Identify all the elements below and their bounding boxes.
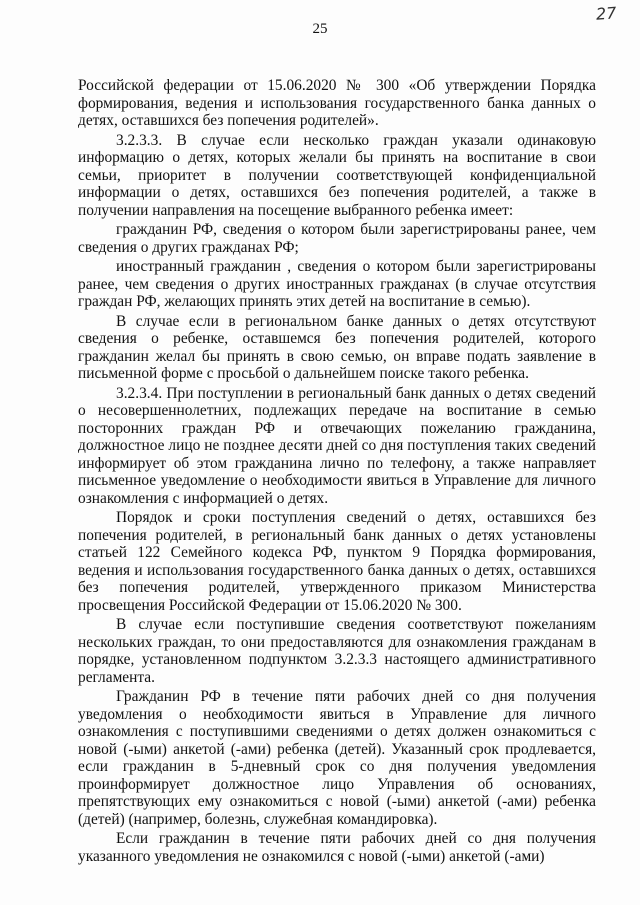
- paragraph-priority-rf-citizen: гражданин РФ, сведения о котором были зарегистрированы ранее, чем сведения о других гражданах РФ;: [78, 221, 596, 256]
- page-number: 25: [312, 21, 328, 37]
- paragraph-continuation: Российской федерации от 15.06.2020 № 300 «Об утверждении Порядка формирования, ведения и использования государственного банка данных о детях, оставшихся без попечения родителей».: [78, 77, 596, 129]
- handwritten-sheet-number: 27: [595, 3, 617, 24]
- paragraph-procedure-terms: Порядок и сроки поступления сведений о детях, оставшихся без попечения родителей, в региональный банк данных о детях установлены статьей 122 Семейного кодекса РФ, пунктом 9 Порядка формирования, ведения и использования государственного банка данных о детях, оставшихся без попечения родителей, утвержденного приказом Министерства просвещения Российской Федерации от 15.06.2020 № 300.: [78, 509, 596, 614]
- paragraph-five-days: Гражданин РФ в течение пяти рабочих дней со дня получения уведомления о необходимости явиться в Управление для личного ознакомления с поступившими сведениями о детях должен ознакомиться с новой (-ыми) анкетой (-ами) ребенка (детей). Указанный срок продлевается, если гражданин в 5-дневный срок со дня получения уведомления проинформирует должностное лицо Управления об основаниях, препятствующих ему ознакомиться с новой (-ыми) анкетой (-ами) ребенка (детей) (например, болезнь, служебная командировка).: [78, 688, 596, 828]
- paragraph-not-acquainted: Если гражданин в течение пяти рабочих дней со дня получения указанного уведомления не ознакомился с новой (-ыми) анкетой (-ами): [78, 830, 596, 865]
- paragraph-priority-foreign-citizen: иностранный гражданин , сведения о котором были зарегистрированы ранее, чем сведения о других иностранных гражданах (в случае отсутствия граждан РФ, желающих принять этих детей на воспитание в семью).: [78, 258, 596, 310]
- paragraph-3-2-3-4: 3.2.3.4. При поступлении в региональный банк данных о детях сведений о несовершеннолетних, подлежащих передаче на воспитание в семью посторонних граждан РФ и отвечающих пожеланию гражданина, должностное лицо не позднее десяти дней со дня поступления таких сведений информирует об этом гражданина лично по телефону, а также направляет письменное уведомление о необходимости явиться в Управление для личного ознакомления с информацией о детях.: [78, 384, 596, 507]
- paragraph-3-2-3-3: 3.2.3.3. В случае если несколько граждан указали одинаковую информацию о детях, которых желали бы принять на воспитание в свои семьи, приоритет в получении соответствующей конфиденциальной информации о детях, оставшихся без попечения родителей, а также в получении направления на посещение выбранного ребенка имеет:: [78, 131, 596, 219]
- paragraph-search-request: В случае если в региональном банке данных о детях отсутствуют сведения о ребенке, оставшемся без попечения родителей, которого гражданин желал бы принять в свою семью, он вправе подать заявление в письменной форме с просьбой о дальнейшем поиске такого ребенка.: [78, 312, 596, 382]
- body-text: [78, 77, 596, 867]
- paragraph-multiple-citizens: В случае если поступившие сведения соответствуют пожеланиям нескольких граждан, то они предоставляются для ознакомления гражданам в порядке, установленном подпунктом 3.2.3.3 настоящего административного регламента.: [78, 616, 596, 686]
